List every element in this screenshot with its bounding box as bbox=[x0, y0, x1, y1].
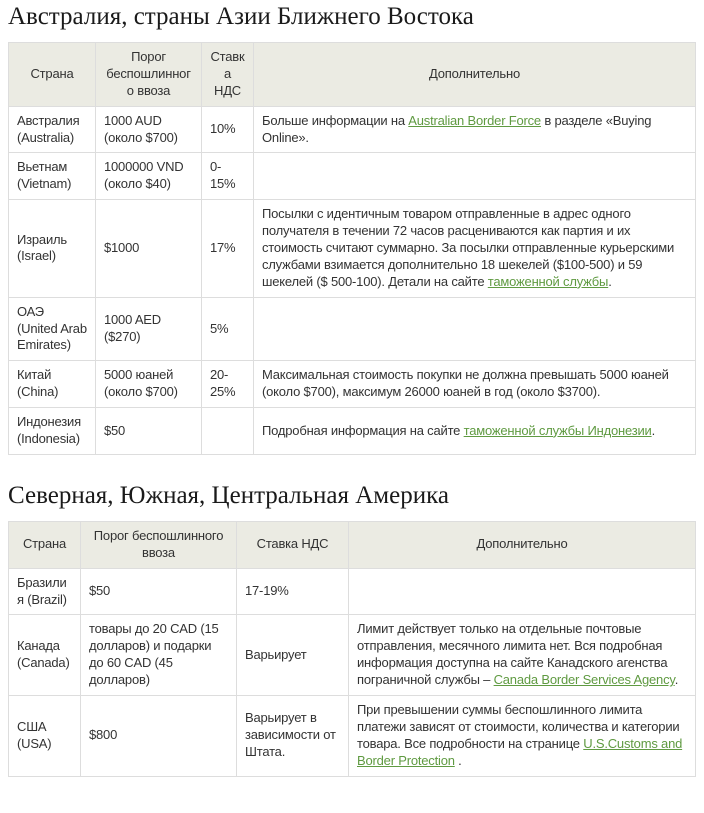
external-link[interactable]: таможенной службы bbox=[487, 273, 609, 289]
table-row bbox=[9, 696, 696, 777]
country-cell: Китай (China) bbox=[9, 361, 96, 408]
country-cell: Канада (Canada) bbox=[9, 615, 81, 696]
column-header: Ставка НДС bbox=[237, 521, 349, 568]
table-row bbox=[9, 568, 696, 615]
extra-info-cell: Лимит действует только на отдельные почтовые отправления, месячного лимита нет. Вся подробная информация доступна на сайте Канадского агенства пограничной службы – Canada Border Services Agency. bbox=[349, 615, 696, 696]
vat-rate-cell: 5% bbox=[202, 297, 254, 361]
customs-table-americas bbox=[8, 521, 696, 777]
external-link[interactable]: Canada Border Services Agency bbox=[493, 672, 675, 688]
section-title-americas: Северная, Южная, Центральная Америка bbox=[8, 481, 449, 509]
vat-rate-cell: Варьирует bbox=[237, 615, 349, 696]
table-row bbox=[9, 153, 696, 200]
country-cell: ОАЭ (United Arab Emirates) bbox=[9, 297, 96, 361]
table-row bbox=[9, 408, 696, 455]
section-americas bbox=[8, 481, 696, 777]
vat-rate-cell: Варьирует в зависимости от Штата. bbox=[237, 696, 349, 777]
extra-info-cell bbox=[349, 568, 696, 615]
country-cell: Австралия (Australia) bbox=[9, 106, 96, 153]
extra-info-cell: Больше информации на Australian Border Force в разделе «Buying Online». bbox=[254, 106, 696, 153]
table-row bbox=[9, 106, 696, 153]
section-title-asia: Австралия, страны Азии Ближнего Востока bbox=[8, 3, 474, 30]
threshold-cell: $800 bbox=[81, 696, 237, 777]
country-cell: Индонезия (Indonesia) bbox=[9, 408, 96, 455]
extra-info-cell: При превышении суммы беспошлинного лимита платежи зависят от стоимости, количества и категории товара. Все подробности на странице U.S.Customs and Border Protection . bbox=[349, 696, 696, 777]
country-cell: Бразилия (Brazil) bbox=[9, 568, 81, 615]
table-header-row bbox=[9, 43, 696, 107]
extra-info-cell: Подробная информация на сайте таможенной службы Индонезии. bbox=[254, 408, 696, 455]
country-cell: Вьетнам (Vietnam) bbox=[9, 153, 96, 200]
threshold-cell: 1000000 VND (около $40) bbox=[96, 153, 202, 200]
threshold-cell: 5000 юаней (около $700) bbox=[96, 361, 202, 408]
vat-rate-cell: 20-25% bbox=[202, 361, 254, 408]
extra-info-cell bbox=[254, 153, 696, 200]
column-header: Страна bbox=[9, 43, 96, 107]
vat-rate-cell: 17-19% bbox=[237, 568, 349, 615]
external-link[interactable]: Australian Border Force bbox=[408, 112, 541, 128]
threshold-cell: $50 bbox=[96, 408, 202, 455]
extra-info-cell bbox=[254, 297, 696, 361]
column-header: Ставка НДС bbox=[202, 43, 254, 107]
threshold-cell: $50 bbox=[81, 568, 237, 615]
external-link[interactable]: U.S.Customs and Border Protection bbox=[357, 735, 683, 768]
vat-rate-cell: 0-15% bbox=[202, 153, 254, 200]
column-header: Дополнительно bbox=[349, 521, 696, 568]
country-cell: Израиль (Israel) bbox=[9, 200, 96, 297]
section-asia-middle-east bbox=[8, 2, 696, 455]
threshold-cell: товары до 20 CAD (15 долларов) и подарки до 60 CAD (45 долларов) bbox=[81, 615, 237, 696]
table-row bbox=[9, 200, 696, 297]
column-header: Порог беспошлинного ввоза bbox=[96, 43, 202, 107]
table-row bbox=[9, 361, 696, 408]
threshold-cell: 1000 AUD (около $700) bbox=[96, 106, 202, 153]
vat-rate-cell: 17% bbox=[202, 200, 254, 297]
column-header: Порог беспошлинного ввоза bbox=[81, 521, 237, 568]
column-header: Дополнительно bbox=[254, 43, 696, 107]
extra-info-cell: Посылки с идентичным товаром отправленные в адрес одного получателя в течении 72 часов расцениваются как партия и их стоимость считают суммарно. За посылки отправленные курьерскими службами взимается дополнительно 18 шекелей ($100-500) и 59 шекелей ($ 500-100). Детали на сайте таможенной службы. bbox=[254, 200, 696, 297]
country-cell: США (USA) bbox=[9, 696, 81, 777]
external-link[interactable]: таможенной службы Индонезии bbox=[463, 422, 652, 438]
table-header-row bbox=[9, 521, 696, 568]
table-row bbox=[9, 297, 696, 361]
threshold-cell: 1000 AED ($270) bbox=[96, 297, 202, 361]
table-row bbox=[9, 615, 696, 696]
column-header: Страна bbox=[9, 521, 81, 568]
threshold-cell: $1000 bbox=[96, 200, 202, 297]
extra-info-cell: Максимальная стоимость покупки не должна превышать 5000 юаней (около $700), максимум 26000 юаней в год (около $3700). bbox=[254, 361, 696, 408]
customs-table-asia bbox=[8, 42, 696, 455]
vat-rate-cell: 10% bbox=[202, 106, 254, 153]
vat-rate-cell bbox=[202, 408, 254, 455]
